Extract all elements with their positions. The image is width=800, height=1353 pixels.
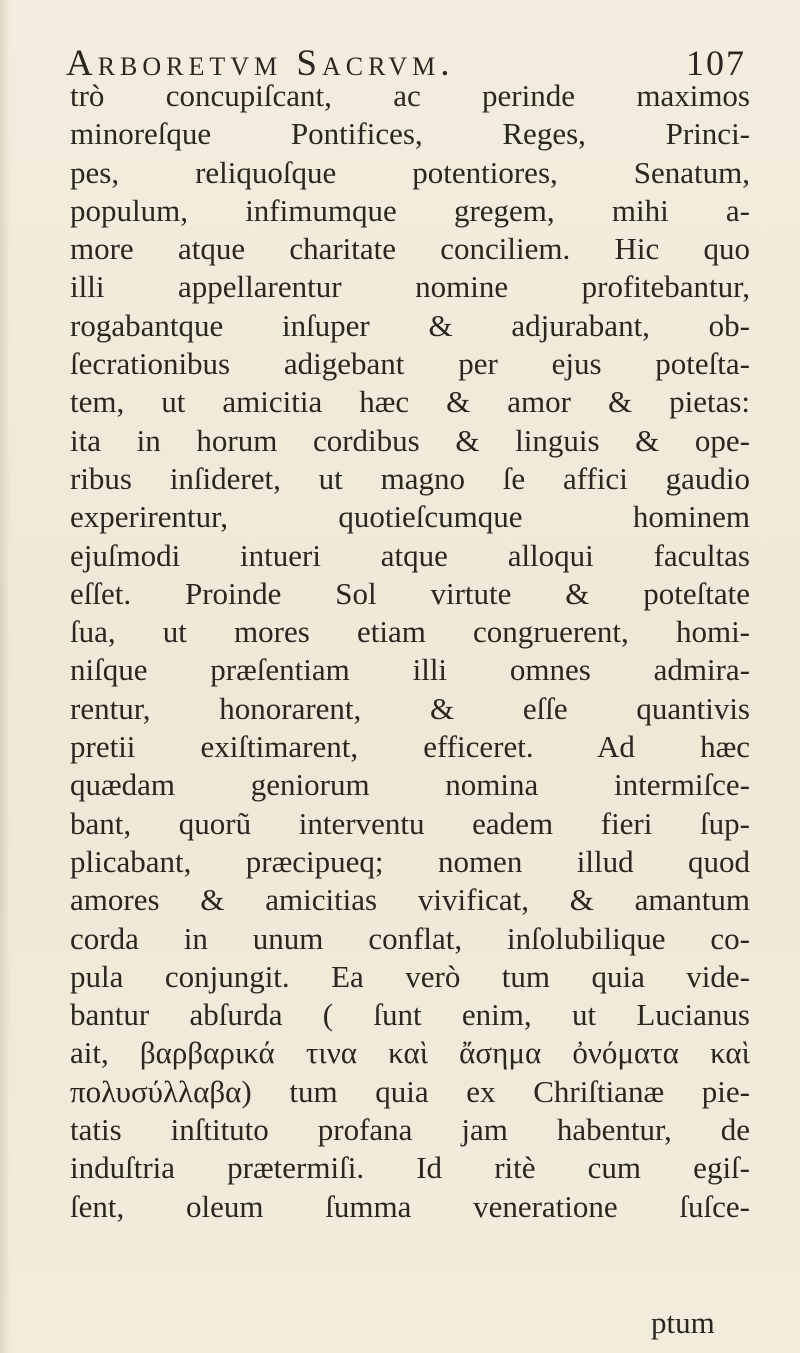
text-line: ſua, ut mores etiam congruerent, homi- [70,614,750,650]
text-line: niſque præſentiam illi omnes admira- [70,652,750,688]
text-line: πολυσύλλαβα) tum quia ex Chriſtianæ pie- [70,1073,750,1109]
text-line: eſſet. Proinde Sol virtute & poteſtate [70,575,750,611]
text-line: ait, βαρβαρικά τινα καὶ ἄσημα ὀνόματα καὶ [70,1035,750,1071]
running-title: Arboretvm Sacrvm. [66,43,455,84]
text-line: tem, ut amicitia hæc & amor & pietas: [70,384,750,420]
text-line: trò concupiſcant, ac perinde maximos [70,78,750,113]
text-line: bantur abſurda ( ſunt enim, ut Lucianus [70,997,750,1033]
text-line: pes, reliquoſque potentiores, Senatum, [70,154,750,190]
text-line: corda in unum conflat, inſolubilique co- [70,920,750,956]
page-number: 107 [686,43,746,83]
text-line: rogabantque inſuper & adjurabant, ob- [70,307,750,343]
text-line: amores & amicitias vivificat, & amantum [70,882,750,918]
text-line: rentur, honorarent, & eſſe quantivis [70,690,750,726]
text-line: ejuſmodi intueri atque alloqui facultas [70,537,750,573]
text-line: tatis inſtituto profana jam habentur, de [70,1112,750,1148]
text-line: experirentur, quotieſcumque hominem [70,499,750,535]
text-line: induſtria prætermiſi. Id ritè cum egiſ- [70,1150,750,1186]
text-line: illi appellarentur nomine profitebantur, [70,269,750,305]
text-line: bant, quorũ interventu eadem fieri ſup- [70,805,750,841]
text-line: more atque charitate conciliem. Hic quo [70,231,750,267]
text-line: plicabant, præcipueq; nomen illud quod [70,843,750,879]
text-line: populum, infimumque gregem, mihi a- [70,192,750,228]
text-line: ſecrationibus adigebant per ejus poteſta- [70,346,750,382]
text-line: quædam geniorum nomina intermiſce- [70,767,750,803]
text-line: ita in horum cordibus & linguis & ope- [70,422,750,458]
text-line: pretii exiſtimarent, efficeret. Ad hæc [70,729,750,765]
text-line: ſent, oleum ſumma veneratione ſuſce- [70,1188,750,1224]
text-line: ribus inſideret, ut magno ſe affici gaudio [70,460,750,496]
text-line: minoreſque Pontifices, Reges, Princi- [70,116,750,152]
catchword: ptum [651,1305,715,1340]
body-text [70,77,750,1226]
text-line: pula conjungit. Ea verò tum quia vide- [70,958,750,994]
